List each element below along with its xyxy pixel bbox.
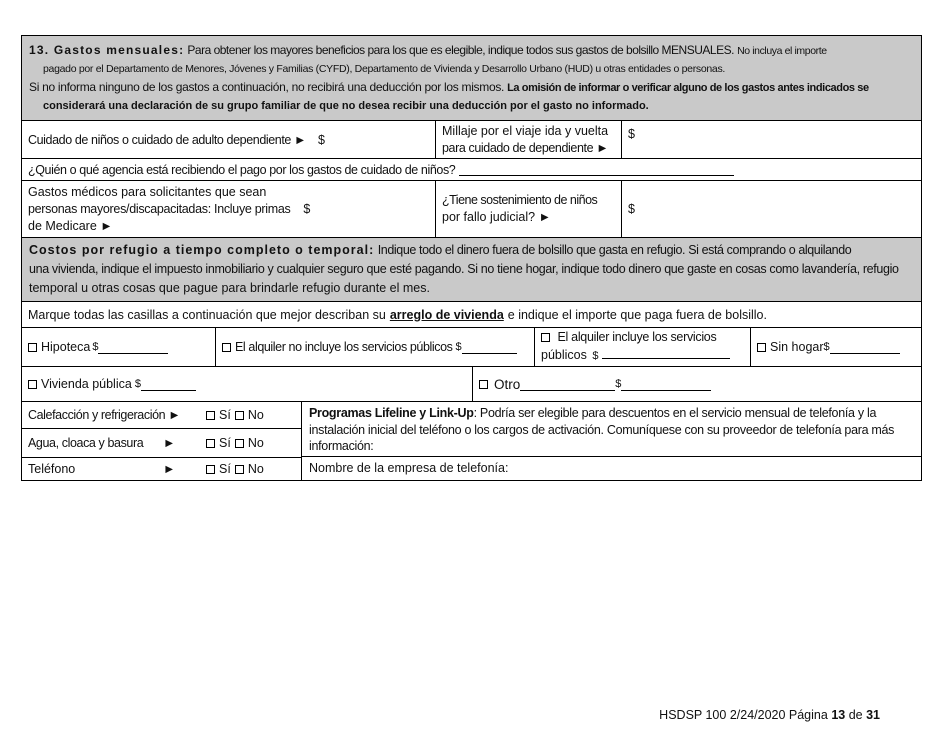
section-13-intro: Para obtener los mayores beneficios para los que es elegible, indique todos sus gastos de bolsillo MENSUALES.: [187, 43, 734, 57]
homeless-checkbox[interactable]: [757, 343, 766, 352]
section-13-intro-small-2: pagado por el Departamento de Menores, Jóvenes y Familias (CYFD), Departamento de Vivienda y Desarrollo Urbano (HUD) u otras entidades o personas.: [43, 63, 726, 75]
who-paid-cell[interactable]: [22, 159, 921, 180]
water-no-checkbox[interactable]: [235, 439, 244, 448]
mileage-label-cell: [435, 121, 621, 158]
who-paid-label: ¿Quién o qué agencia está recibiendo el pago por los gastos de cuidado de niños?: [28, 162, 456, 177]
mileage-dollar: $: [628, 127, 635, 141]
phone-yes-checkbox[interactable]: [206, 465, 215, 474]
mortgage-option[interactable]: [22, 328, 215, 366]
other-description-line[interactable]: [520, 378, 615, 391]
phone-company-field[interactable]: [302, 457, 921, 479]
medical-label-line1: Gastos médicos para solicitantes que sean: [28, 184, 267, 199]
childcare-dollar: $: [318, 132, 325, 147]
rent-no-utilities-option[interactable]: [215, 328, 534, 366]
mortgage-label: Hipoteca: [41, 340, 91, 354]
shelter-header: [22, 238, 921, 302]
footer-form-id: HSDSP 100 2/24/2020 Página: [659, 708, 828, 722]
rent-no-utilities-amount-line[interactable]: [462, 341, 517, 354]
public-housing-amount-line[interactable]: [141, 378, 196, 391]
expenses-form: [21, 35, 922, 481]
heating-row: [22, 402, 301, 429]
other-dollar: $: [615, 378, 622, 390]
homeless-amount-line[interactable]: [830, 341, 900, 354]
phone-company-label: Nombre de la empresa de telefonía:: [309, 461, 509, 475]
child-support-dollar: $: [628, 202, 635, 216]
shelter-text-3: temporal u otras cosas que pague para brindarle refugio durante el mes.: [29, 281, 430, 295]
section-13-title: 13. Gastos mensuales:: [29, 43, 185, 57]
rent-with-utilities-label-2: públicos: [541, 348, 587, 362]
public-housing-dollar: $: [134, 378, 141, 390]
water-yes-checkbox[interactable]: [206, 439, 215, 448]
section-13-header: [22, 36, 921, 121]
phone-no-checkbox[interactable]: [235, 465, 244, 474]
phone-yes-label: Sí: [219, 462, 231, 476]
section-13-intro-small-1: No incluya el importe: [737, 45, 827, 57]
heating-yes-label: Sí: [219, 408, 231, 422]
medical-cell[interactable]: [22, 181, 435, 237]
rent-with-utilities-checkbox[interactable]: [541, 333, 550, 342]
rent-with-utilities-label-1: El alquiler incluye los servicios: [557, 330, 717, 344]
lifeline-panel: [302, 402, 921, 480]
heating-label: Calefacción y refrigeración ►: [28, 408, 181, 422]
child-support-line1: ¿Tiene sostenimiento de niños: [442, 193, 598, 207]
arrangement-text-bold: arreglo de vivienda: [389, 307, 504, 322]
rent-no-utilities-checkbox[interactable]: [222, 343, 231, 352]
rent-no-utilities-dollar: $: [455, 341, 462, 353]
mileage-label-line1: Millaje por el viaje ida y vuelta: [442, 123, 609, 138]
page-footer: [659, 708, 880, 722]
childcare-row: [22, 121, 921, 159]
other-amount-line[interactable]: [621, 378, 711, 391]
homeless-label: Sin hogar: [770, 340, 824, 354]
child-support-label-cell: [435, 181, 621, 237]
footer-page-number: 13: [831, 708, 846, 722]
arrangement-text-after: e indique el importe que paga fuera de bolsillo.: [507, 307, 767, 322]
medical-label-line2: personas mayores/discapacitadas: Incluye primas: [28, 201, 291, 216]
utilities-block: [22, 402, 921, 480]
public-housing-label: Vivienda pública: [41, 377, 132, 391]
who-paid-line[interactable]: [459, 163, 734, 176]
heating-yes-checkbox[interactable]: [206, 411, 215, 420]
other-label: Otro: [494, 376, 521, 392]
rent-with-utilities-option[interactable]: [534, 328, 750, 366]
medical-label-line3: de Medicare ►: [28, 218, 113, 233]
homeless-dollar: $: [823, 341, 830, 353]
footer-of: de: [848, 708, 863, 722]
mortgage-amount-line[interactable]: [98, 341, 168, 354]
utilities-list: [22, 402, 302, 480]
water-yes-label: Sí: [219, 436, 231, 450]
lifeline-title: Programas Lifeline y Link-Up: [309, 406, 474, 420]
who-paid-row: [22, 159, 921, 181]
shelter-title: Costos por refugio a tiempo completo o temporal:: [29, 243, 375, 257]
heating-no-label: No: [247, 408, 264, 422]
lifeline-info: [302, 402, 921, 457]
mortgage-checkbox[interactable]: [28, 343, 37, 352]
phone-row: [22, 458, 301, 480]
housing-row-1: [22, 328, 921, 367]
water-row: [22, 429, 301, 458]
shelter-text-1: Indique todo el dinero fuera de bolsillo que gasta en refugio. Si está comprando o alquilando: [377, 243, 852, 257]
section-13-warning: Si no informa ninguno de los gastos a continuación, no recibirá una deducción por los mismos.: [29, 80, 505, 94]
lifeline-text: : Podría ser elegible para descuentos en el servicio mensual de telefonía y la instalación inicial del teléfono o los cargos de activación. Comuníquese con su proveedor de telefonía para más información:: [309, 406, 895, 453]
child-support-amount-field[interactable]: [621, 181, 921, 237]
water-arrow: ►: [163, 436, 176, 450]
rent-no-utilities-label: El alquiler no incluye los servicios públicos: [235, 340, 453, 354]
other-checkbox[interactable]: [479, 380, 488, 389]
rent-with-utilities-dollar: $: [592, 350, 599, 362]
shelter-text-2: una vivienda, indique el impuesto inmobiliario y cualquier seguro que esté pagando. Si no tiene hogar, indique todo dinero que gaste en cosas como lavandería, refugio: [29, 262, 899, 276]
other-option[interactable]: [472, 367, 921, 401]
arrangement-text-before: Marque todas las casillas a continuación que mejor describan su: [28, 307, 386, 322]
housing-row-2: [22, 367, 921, 402]
phone-no-label: No: [247, 462, 264, 476]
phone-arrow: ►: [163, 462, 176, 476]
homeless-option[interactable]: [750, 328, 921, 366]
public-housing-option[interactable]: [22, 367, 472, 401]
childcare-cell[interactable]: [22, 121, 435, 158]
section-13-warning-bold-2: considerará una declaración de su grupo familiar de que no desea recibir una deducción por el gasto no informado.: [43, 100, 649, 112]
water-label: Agua, cloaca y basura: [28, 436, 144, 450]
section-13-warning-bold-1: La omisión de informar o verificar alguno de los gastos antes indicados se: [507, 82, 869, 94]
arrangement-cell: [22, 302, 921, 327]
public-housing-checkbox[interactable]: [28, 380, 37, 389]
water-no-label: No: [247, 436, 264, 450]
mortgage-dollar: $: [92, 341, 99, 353]
childcare-label: Cuidado de niños o cuidado de adulto dependiente ►: [28, 132, 307, 147]
medical-row: [22, 181, 921, 238]
phone-label: Teléfono: [28, 462, 76, 476]
heating-no-checkbox[interactable]: [235, 411, 244, 420]
footer-total-pages: 31: [866, 708, 880, 722]
mileage-amount-field[interactable]: [621, 121, 921, 158]
rent-with-utilities-amount-line[interactable]: [602, 346, 730, 359]
medical-dollar: $: [303, 201, 311, 216]
child-support-line2: por fallo judicial? ►: [442, 210, 551, 224]
arrangement-row: [22, 302, 921, 328]
mileage-label-line2: para cuidado de dependiente ►: [442, 140, 609, 155]
